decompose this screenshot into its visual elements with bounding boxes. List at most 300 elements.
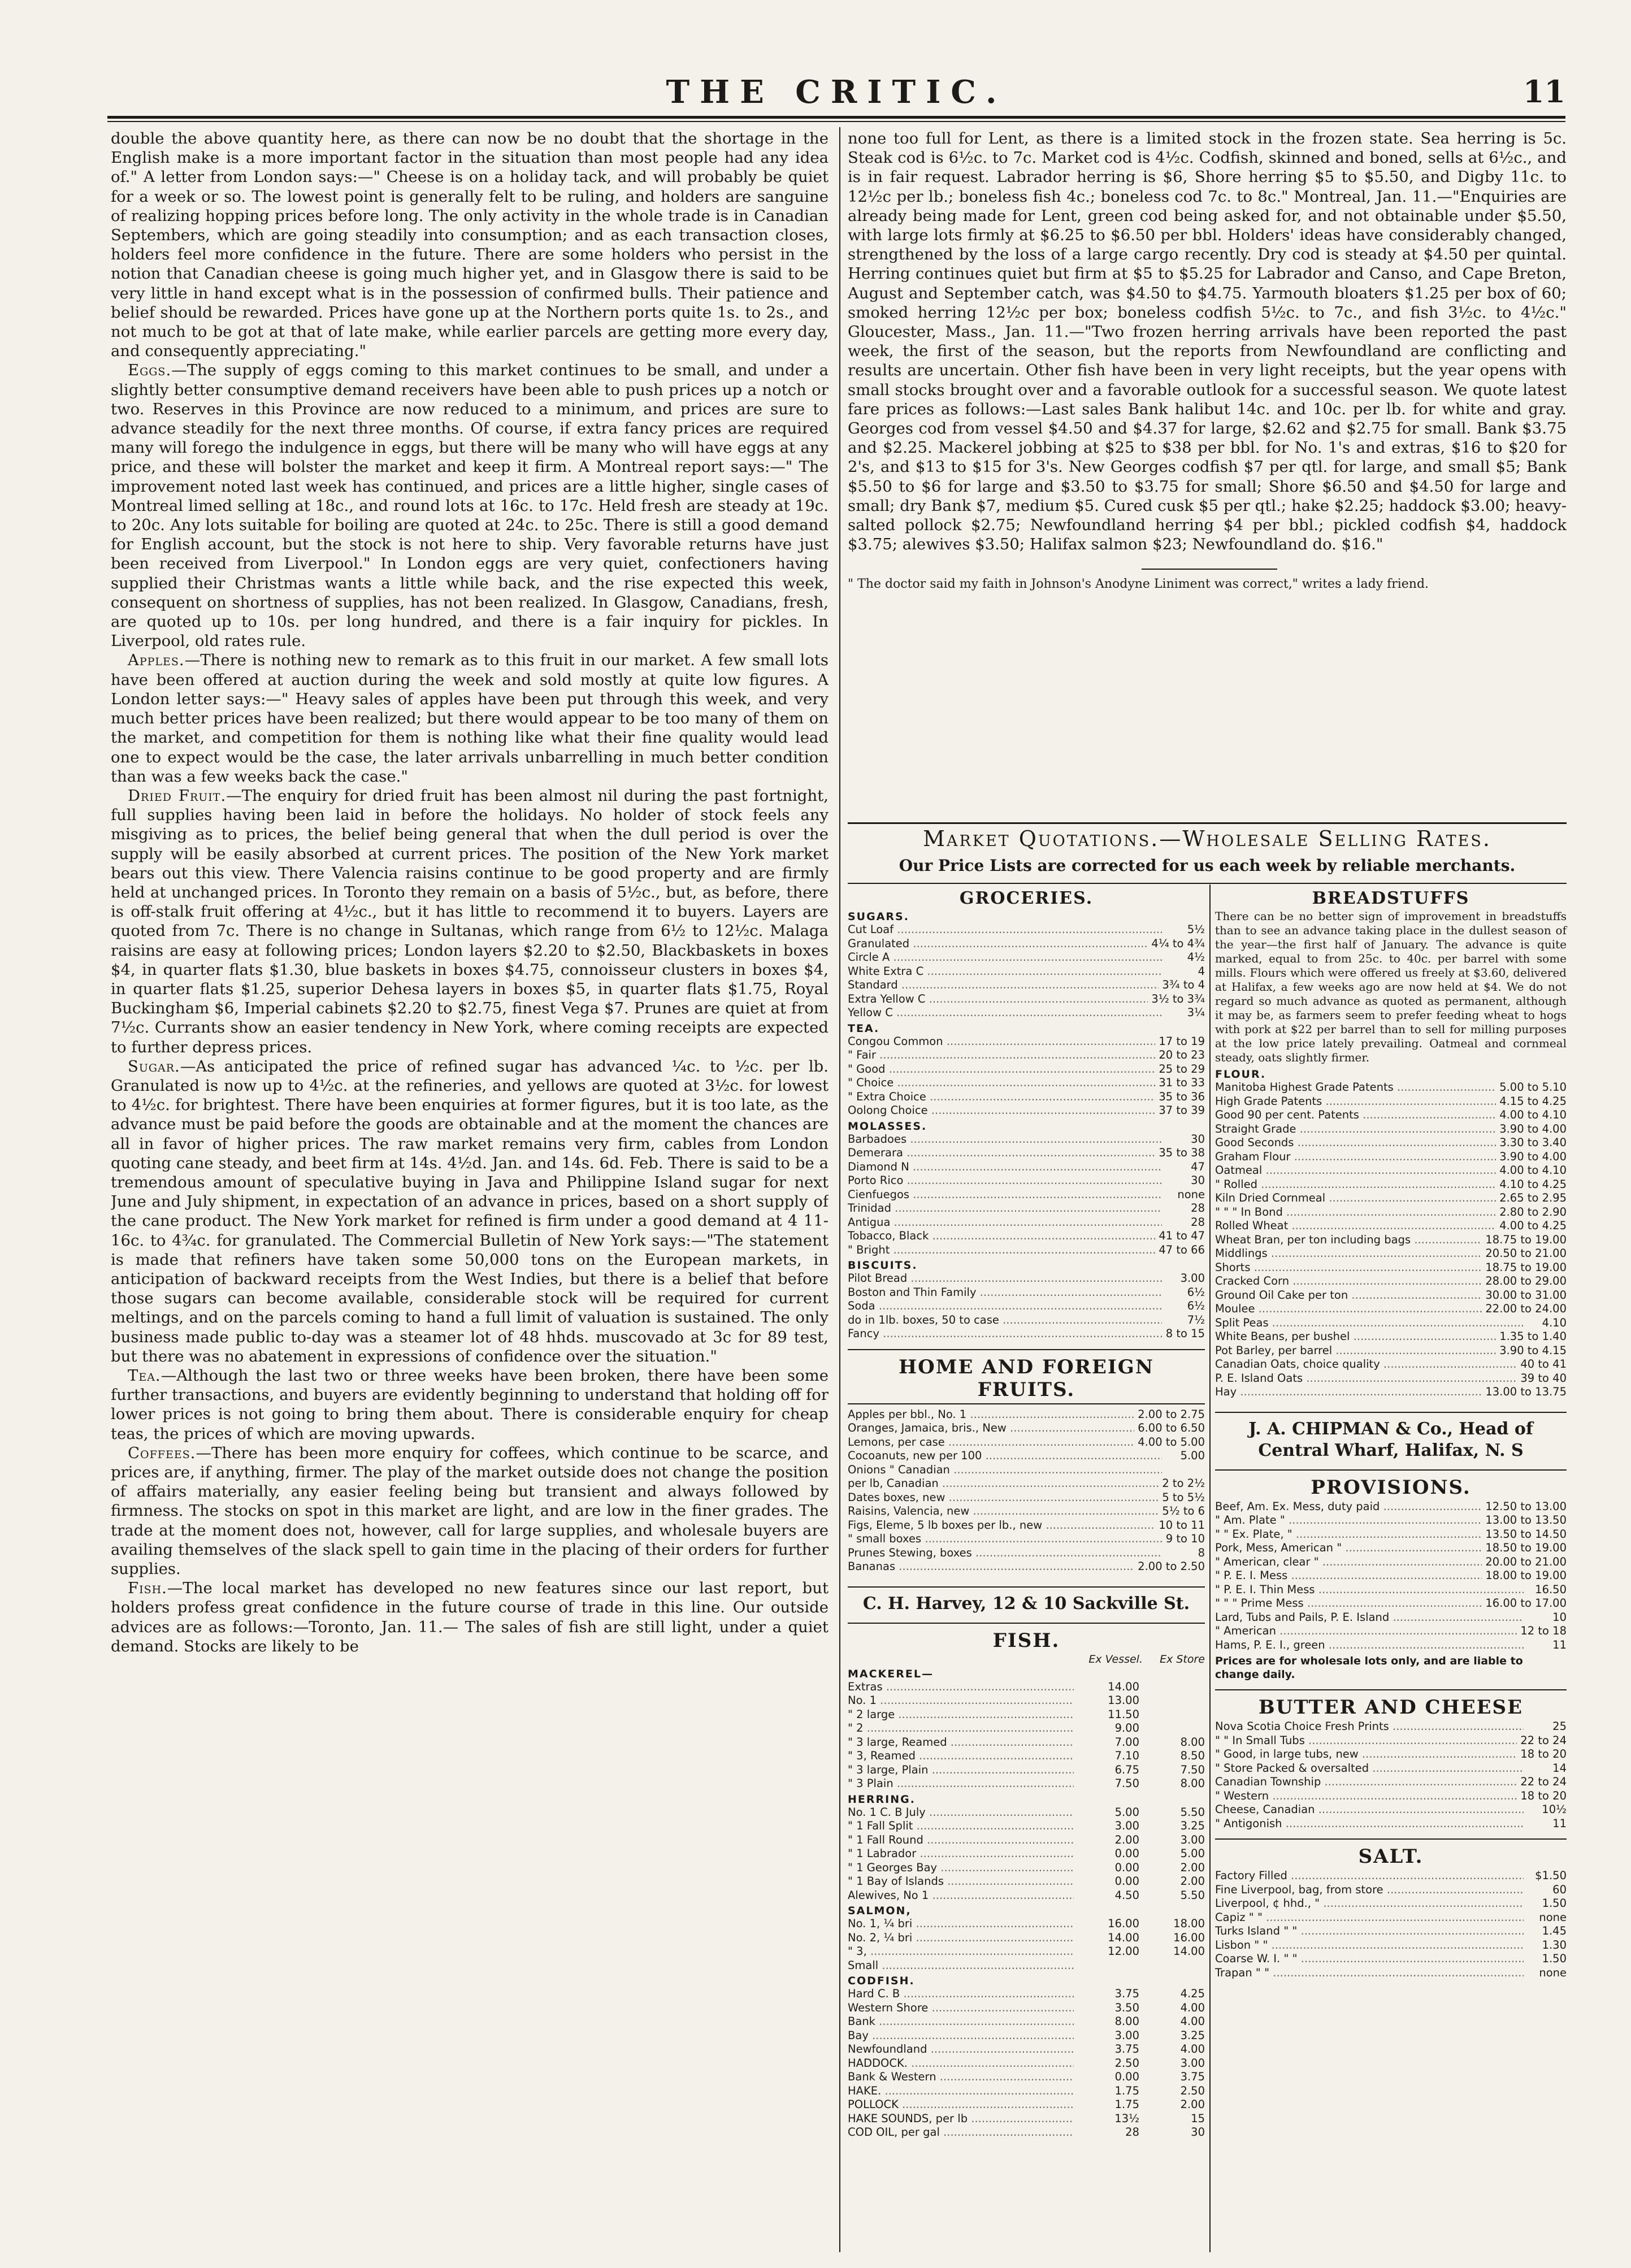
item-price: $1.50 xyxy=(1535,1869,1567,1882)
price-row xyxy=(848,992,1205,1007)
item-name: Nova Scotia Choice Fresh Prints ..... xyxy=(1215,1720,1524,1734)
item-price: 35 to 38 xyxy=(1159,1146,1205,1159)
item-name: Yellow C ..... xyxy=(848,1006,1162,1020)
ex-vessel-price: 9.00 xyxy=(1114,1721,1139,1734)
price-row xyxy=(1215,1164,1567,1178)
item-name: " Store Packed & oversalted ..... xyxy=(1215,1762,1524,1776)
item-name: Lard, Tubs and Pails, P. E. Island ..... xyxy=(1215,1611,1524,1625)
ex-store-price: 3.00 xyxy=(1180,2056,1205,2070)
item-price: 3.90 to 4.00 xyxy=(1499,1150,1567,1163)
ex-vessel-price: 3.00 xyxy=(1114,1819,1139,1832)
price-row xyxy=(848,978,1205,992)
item-price: 11 xyxy=(1552,1816,1567,1830)
price-row xyxy=(1215,1555,1567,1569)
item-price: 2.00 to 2.50 xyxy=(1138,1560,1205,1573)
item-price: 18 to 20 xyxy=(1520,1789,1567,1802)
salmon-label: SALMON, xyxy=(848,1905,912,1917)
price-row xyxy=(1215,1150,1567,1164)
price-row xyxy=(1215,1541,1567,1555)
ex-vessel-price: 3.75 xyxy=(1114,2042,1139,2055)
item-name: Pilot Bread ..... xyxy=(848,1272,1162,1286)
herring-label: HERRING. xyxy=(848,1793,916,1806)
salt-list xyxy=(1215,1869,1567,1980)
price-row xyxy=(848,937,1205,951)
tea-label: TEA. xyxy=(848,1022,880,1035)
ex-store-price: 4.25 xyxy=(1180,1987,1205,2000)
ex-store-price: 4.00 xyxy=(1180,2015,1205,2028)
liniment-note: " The doctor said my faith in Johnson's Anodyne Liniment was correct," writes a lady friend. xyxy=(848,569,1567,592)
price-row xyxy=(1215,1897,1567,1911)
item-price: 1.50 xyxy=(1542,1952,1567,1965)
price-row xyxy=(1215,1569,1567,1583)
item-name: Good Seconds ..... xyxy=(1215,1136,1496,1150)
ex-vessel-price: 7.10 xyxy=(1114,1749,1139,1762)
quotations-left-column xyxy=(848,886,1205,2140)
item-name: Extras ..... xyxy=(848,1680,1074,1694)
item-name: " 2 ..... xyxy=(848,1721,1074,1736)
price-row xyxy=(1215,1924,1567,1939)
item-price: 2 to 2½ xyxy=(1162,1477,1205,1490)
molasses-list xyxy=(848,1133,1205,1230)
item-name: Turks Island " " ..... xyxy=(1215,1924,1524,1939)
item-price: 39 to 40 xyxy=(1520,1371,1567,1385)
item-price: 2.80 to 2.90 xyxy=(1499,1205,1567,1218)
item-name: Rolled Wheat ..... xyxy=(1215,1219,1496,1233)
codfish-list xyxy=(848,1987,1205,2057)
fish-price-row xyxy=(848,1917,1205,1931)
fish-price-row xyxy=(848,1959,1205,1973)
price-row xyxy=(848,1408,1205,1422)
item-price: 47 xyxy=(1191,1160,1205,1173)
ex-vessel-price: 14.00 xyxy=(1108,1680,1139,1693)
item-price: 18.75 to 19.00 xyxy=(1485,1233,1567,1246)
item-price: 11 xyxy=(1552,1638,1567,1651)
ex-vessel-price: 4.50 xyxy=(1114,1888,1139,1902)
price-row xyxy=(1215,1330,1567,1344)
fish-price-row xyxy=(848,1806,1205,1820)
price-row xyxy=(1215,1817,1567,1831)
salt-title: SALT. xyxy=(1215,1838,1567,1868)
item-name: Middlings ..... xyxy=(1215,1247,1482,1261)
item-name: Demerara ..... xyxy=(848,1146,1155,1160)
ex-store-price: 5.00 xyxy=(1180,1847,1205,1860)
ex-vessel-price: 3.75 xyxy=(1114,1987,1139,2000)
price-row xyxy=(848,1286,1205,1300)
item-name: Lisbon " " ..... xyxy=(1215,1939,1524,1953)
item-name: Bank & Western ..... xyxy=(848,2070,1074,2084)
item-price: 37 to 39 xyxy=(1159,1104,1205,1117)
article-paragraph xyxy=(111,129,828,361)
item-price: 3.90 to 4.15 xyxy=(1499,1343,1567,1357)
item-name: Graham Flour ..... xyxy=(1215,1150,1496,1164)
item-name: Extra Yellow C ..... xyxy=(848,992,1148,1007)
item-price: 3½ to 3¾ xyxy=(1151,992,1205,1005)
price-row xyxy=(848,1299,1205,1313)
provisions-list xyxy=(1215,1500,1567,1653)
codfish-label: CODFISH. xyxy=(848,1975,915,1987)
price-row xyxy=(848,1063,1205,1077)
item-name: White Extra C ..... xyxy=(848,965,1162,979)
item-name: " small boxes ..... xyxy=(848,1532,1162,1546)
price-row xyxy=(848,1035,1205,1049)
item-price: 2.65 to 2.95 xyxy=(1499,1191,1567,1204)
fish-column-headers xyxy=(848,1653,1205,1666)
item-price: 10½ xyxy=(1542,1803,1567,1816)
ex-store-price: 4.00 xyxy=(1180,2042,1205,2055)
sugars-label: SUGARS. xyxy=(848,910,909,923)
item-name: Standard ..... xyxy=(848,978,1159,992)
item-name: Canadian Oats, choice quality ..... xyxy=(1215,1358,1517,1372)
ex-vessel-header: Ex Vessel. xyxy=(1088,1653,1143,1666)
paragraph-lead: Eggs. xyxy=(128,361,172,380)
provisions-note: Prices are for wholesale lots only, and are liable to change daily. xyxy=(1215,1655,1523,1681)
price-row xyxy=(1215,1638,1567,1653)
price-row xyxy=(1215,1514,1567,1528)
item-price: 18.75 to 19.00 xyxy=(1485,1260,1567,1274)
item-name: " 1 Labrador ..... xyxy=(848,1847,1074,1861)
biscuits-label: BISCUITS. xyxy=(848,1259,918,1272)
item-price: none xyxy=(1539,1966,1567,1979)
item-price: 5.00 to 5.10 xyxy=(1499,1081,1567,1094)
item-name: Hams, P. E. I., green ..... xyxy=(1215,1638,1524,1653)
ex-store-price: 2.00 xyxy=(1180,1875,1205,1888)
item-name: Diamond N ..... xyxy=(848,1160,1162,1174)
price-row xyxy=(1215,1344,1567,1358)
item-price: 4.00 to 4.25 xyxy=(1499,1219,1567,1232)
item-price: 10 to 11 xyxy=(1159,1518,1205,1532)
item-price: 28.00 to 29.00 xyxy=(1485,1274,1567,1287)
item-name: " " " Prime Mess ..... xyxy=(1215,1597,1482,1611)
item-name: Porto Rico ..... xyxy=(848,1174,1162,1188)
price-row xyxy=(848,1160,1205,1174)
article-paragraph xyxy=(111,361,828,651)
paragraph-lead: Apples. xyxy=(128,651,185,670)
fish-price-row xyxy=(848,2126,1205,2140)
paragraph-text: —The enquiry for dried fruit has been almost nil during the past fortnight, full supplies having been laid in before the holidays. No holder of stock feels any misgiving as to prices, the belief being general that when the dull period is over the supply will be easily absorbed at current prices. The position of the New York market bears out this view. There Valencia raisins continue to be good property and are firmly held at unchanged prices. In Toronto they remain on a basis of 5½c., but, as before, there is off-stalk fruit offering at 4½c., but it has little to recommend it to buyers. Layers are quoted from 7c. There is no change in Sultanas, which range from 6½ to 12½c. Malaga raisins are easy at following prices; London layers $2.20 to $2.50, Blackbaskets in boxes $4, in quarter flats $1.30, blue baskets in boxes $4.75, connoisseur clusters in boxes $4, in quarter flats $1.25, superior Dehesa layers in boxes $5, in quarter flats $1.75, Royal Buckingham $6, Imperial cabinets $2.20 to $2.75, finest Vega $7. Prunes are quiet at from 7½c. Currants show an easier tendency in New York, where coming receipts are expected to further depress prices. xyxy=(111,786,828,1056)
biscuits-list xyxy=(848,1272,1205,1341)
price-row xyxy=(1215,1261,1567,1275)
breadstuffs-note: There can be no better sign of improvement in breadstuffs than to see an advance taking place in the dullest season of the year—the first half of January. The advance is quite marked, equal to from 25c. to 40c. per barrel with some mills. Flours which were offered us freely at $3.60, delivered at Halifax, a few weeks ago are now held at $4. We do not regard so much advance as quoted as permanent, although it may be, as farmers seem to prefer feeding wheat to hogs with pork at $22 per barrel than to sell for milling purposes at the low price lately prevailing. Oatmeal and cornmeal steady, oats slightly firmer. xyxy=(1215,909,1567,1064)
item-price: 22 to 24 xyxy=(1520,1733,1567,1747)
left-column-article xyxy=(111,129,828,2254)
ex-vessel-price: 14.00 xyxy=(1108,1931,1139,1944)
item-name: " Good, in large tubs, new ..... xyxy=(1215,1747,1517,1762)
fish-price-row xyxy=(848,1945,1205,1959)
item-name: P. E. Island Oats ..... xyxy=(1215,1372,1517,1386)
item-price: 6½ xyxy=(1187,1299,1205,1312)
item-name: " 3 Plain ..... xyxy=(848,1777,1074,1791)
fish-price-row xyxy=(848,1749,1205,1763)
item-price: 10 xyxy=(1552,1610,1567,1624)
item-name: " 3 large, Reamed ..... xyxy=(848,1736,1074,1750)
item-name: Pot Barley, per barrel ..... xyxy=(1215,1344,1496,1358)
fish-price-row xyxy=(848,1833,1205,1848)
price-row xyxy=(1215,1233,1567,1247)
item-price: 5.00 xyxy=(1180,1449,1205,1462)
price-row xyxy=(848,1229,1205,1243)
price-row xyxy=(1215,1247,1567,1261)
price-row xyxy=(1215,1952,1567,1966)
item-price: 22.00 to 24.00 xyxy=(1485,1302,1567,1315)
fish-price-row xyxy=(848,1987,1205,2001)
item-price: 12.50 to 13.00 xyxy=(1485,1499,1567,1513)
item-price xyxy=(1162,1463,1205,1477)
fish-price-row xyxy=(848,1931,1205,1945)
price-row xyxy=(1215,1274,1567,1289)
price-row xyxy=(1215,1911,1567,1925)
paragraph-lead: Dried Fruit. xyxy=(128,786,227,805)
item-name: Dates boxes, new ..... xyxy=(848,1491,1159,1505)
item-name: Boston and Thin Family ..... xyxy=(848,1286,1162,1300)
ex-vessel-price: 2.00 xyxy=(1114,1833,1139,1846)
ex-store-price: 8.50 xyxy=(1180,1749,1205,1762)
provisions-title: PROVISIONS. xyxy=(1215,1469,1567,1499)
molasses-label: MOLASSES. xyxy=(848,1120,927,1133)
ex-store-header: Ex Store xyxy=(1160,1653,1205,1666)
fish-price-row xyxy=(848,2084,1205,2098)
item-name: No. 1, ¼ bri ..... xyxy=(848,1917,1074,1931)
paragraph-text: —As anticipated the price of refined sugar has advanced ¼c. to ½c. per lb. Granulated is now up to 4½c. at the refineries, and yellows are quoted at 3½c. for lowest to 4½c. for brightest. There have been enquiries at former figures, but it is too late, as the advance must be paid before the goods are obtainable and at the moment the chances are all in favor of higher prices. The raw market remains very firm, cables from London quoting cane steady, and beet firm at 14s. 4½d. Jan. and 14s. 6d. Feb. There is said to be a tremendous amount of speculative buying in Java and Philippine Island sugar for next June and July shipment, in expectation of an advance in prices, based on a short supply of the cane product. The New York market for refined is firm under a good demand at 4 11-16c. to 4¾c. for granulated. The Commercial Bulletin of New York says:—"The statement is made that refiners have taken some 50,000 tons on the European markets, in anticipation of backward receipts from the West Indies, but there is a belief that before those sugars can become available, considerable stock will be required for current meltings, and on the parcels coming to hand a full limit of valuation is sustained. The only business made public to-day was a steamer lot of 48 hhds. muscovado at 3c for 89 test, but there was no abatement in expressions of confidence over the situation." xyxy=(111,1057,828,1365)
item-price: 4.10 xyxy=(1542,1316,1567,1329)
item-name: Tobacco, Black ..... xyxy=(848,1229,1155,1243)
fish-price-row xyxy=(848,1875,1205,1889)
fish-price-row xyxy=(848,1708,1205,1722)
item-price: none xyxy=(1177,1187,1205,1201)
item-name: White Beans, per bushel ..... xyxy=(1215,1330,1496,1344)
item-price: 1.30 xyxy=(1542,1938,1567,1952)
price-row xyxy=(848,1327,1205,1341)
market-rule-bottom xyxy=(848,883,1567,884)
item-name: Factory Filled ..... xyxy=(1215,1869,1524,1883)
item-name: Ground Oil Cake per ton ..... xyxy=(1215,1289,1482,1303)
ex-vessel-price: 0.00 xyxy=(1114,1861,1139,1874)
item-price: 9 to 10 xyxy=(1165,1532,1205,1545)
item-price: 41 to 47 xyxy=(1159,1229,1205,1242)
ex-store-price: 30 xyxy=(1191,2126,1205,2139)
item-price: 6.00 to 6.50 xyxy=(1138,1421,1205,1434)
item-price: 30.00 to 31.00 xyxy=(1485,1288,1567,1302)
item-name: Western Shore ..... xyxy=(848,2001,1074,2015)
item-name: Straight Grade ..... xyxy=(1215,1122,1496,1137)
fish-price-row xyxy=(848,2029,1205,2043)
item-name: Fancy ..... xyxy=(848,1327,1162,1341)
ex-store-price: 4.00 xyxy=(1180,2001,1205,2014)
item-price: 3.30 to 3.40 xyxy=(1499,1136,1567,1149)
price-row xyxy=(1215,1734,1567,1748)
masthead xyxy=(107,73,1565,113)
ex-vessel-price: 7.50 xyxy=(1114,1777,1139,1790)
item-price: 47 to 66 xyxy=(1159,1243,1205,1256)
item-price: 20.00 to 21.00 xyxy=(1485,1555,1567,1568)
price-row xyxy=(1215,1081,1567,1095)
item-name: Bank ..... xyxy=(848,2015,1074,2029)
item-price: 3¼ xyxy=(1187,1006,1205,1019)
item-name: POLLOCK ..... xyxy=(848,2098,1074,2112)
article-paragraph xyxy=(111,1579,828,1656)
ex-store-price: 2.50 xyxy=(1180,2084,1205,2097)
price-row xyxy=(1215,1500,1567,1514)
price-row xyxy=(848,1313,1205,1328)
item-price: 16.00 to 17.00 xyxy=(1485,1597,1567,1610)
item-price: 28 xyxy=(1191,1202,1205,1215)
item-name: Hard C. B ..... xyxy=(848,1987,1074,2001)
ex-store-price: 18.00 xyxy=(1173,1917,1205,1930)
price-row xyxy=(1215,1289,1567,1303)
item-name: " 3 large, Plain ..... xyxy=(848,1763,1074,1777)
item-name: Bay ..... xyxy=(848,2029,1074,2043)
item-name: Canadian Township ..... xyxy=(1215,1775,1517,1789)
price-row xyxy=(848,1048,1205,1063)
item-price: 18.00 to 19.00 xyxy=(1485,1569,1567,1582)
tea-list xyxy=(848,1035,1205,1118)
price-row xyxy=(848,1104,1205,1118)
fish-price-row xyxy=(848,2057,1205,2071)
fish-price-row xyxy=(848,2112,1205,2126)
item-name: " American ..... xyxy=(1215,1624,1517,1638)
paragraph-lead: Sugar. xyxy=(128,1057,180,1076)
item-price: 2.00 to 2.75 xyxy=(1138,1407,1205,1421)
item-price: 4.00 to 4.10 xyxy=(1499,1108,1567,1121)
fruits-title: HOME AND FOREIGN FRUITS. xyxy=(848,1349,1205,1401)
market-quotations-subtitle: Our Price Lists are corrected for us each week by reliable merchants. xyxy=(899,856,1516,875)
paragraph-lead: Tea. xyxy=(128,1367,161,1385)
item-price: 30 xyxy=(1191,1174,1205,1187)
price-row xyxy=(1215,1302,1567,1316)
item-name: Cocoanuts, new per 100 ..... xyxy=(848,1449,1162,1463)
item-price: 25 xyxy=(1552,1720,1567,1733)
item-name: " Bright ..... xyxy=(848,1243,1155,1257)
market-rule-top xyxy=(848,822,1567,824)
mackerel-list xyxy=(848,1680,1205,1791)
ex-store-price: 2.00 xyxy=(1180,2098,1205,2111)
item-name: " " In Small Tubs ..... xyxy=(1215,1734,1517,1748)
item-name: Coarse W. I. " " ..... xyxy=(1215,1952,1524,1966)
item-name: " 3, Reamed ..... xyxy=(848,1749,1074,1763)
fish-price-row xyxy=(848,2042,1205,2057)
item-price: 13.50 to 14.50 xyxy=(1485,1527,1567,1541)
item-name: Capiz " " ..... xyxy=(1215,1911,1524,1925)
fish-title: FISH. xyxy=(848,1623,1205,1652)
paragraph-text: —Although the last two or three weeks have been broken, there have been some further transactions, and buyers are evidently beginning to understand that holding off for lower prices is not going to bring them about. There is considerable enquiry for cheap teas, the prices of which are moving upwards. xyxy=(111,1367,828,1443)
price-row xyxy=(1215,1372,1567,1386)
item-name: Onions " Canadian ..... xyxy=(848,1463,1162,1477)
article-paragraph xyxy=(111,786,828,1057)
item-name: Cut Loaf ..... xyxy=(848,923,1162,937)
item-name: " Am. Plate " ..... xyxy=(1215,1514,1482,1528)
paragraph-text: double the above quantity here, as there can now be no doubt that the shortage in the English make is a more important factor in the situation than most people had any idea of." A letter from London says:—" Cheese is on a holiday tack, and will probably be quiet for a week or so. The lowest point is generally felt to be ruling, and holders are sanguine of realizing hopping prices before long. The only activity in the whole trade is in Canadian Septembers, which are going steadily into consumption; and as each transaction closes, holders feel more confidence in the future. There are some holders who persist in the notion that Canadian cheese is going much higher yet, and in Glasgow there is said to be very little in hand except what is in the possession of confirmed bulls. Their patience and belief should be rewarded. Prices have gone up at the Northern ports quite 1s. to 2s., and not much to be got at that of late make, while earlier parcels are getting more every day, and consequently appreciating." xyxy=(111,129,828,361)
price-row xyxy=(1215,1583,1567,1597)
item-name: Barbadoes ..... xyxy=(848,1133,1162,1147)
page-number: 11 xyxy=(1522,73,1565,110)
ex-store-price: 5.50 xyxy=(1180,1805,1205,1819)
item-name: do in 1lb. boxes, 50 to case ..... xyxy=(848,1313,1162,1328)
item-name: " 1 Fall Split ..... xyxy=(848,1819,1074,1833)
item-price: 20.50 to 21.00 xyxy=(1485,1247,1567,1260)
price-row xyxy=(848,1449,1205,1463)
item-price: 5½ xyxy=(1187,923,1205,936)
item-name: Manitoba Highest Grade Patents ..... xyxy=(1215,1081,1496,1095)
item-name: " American, clear " ..... xyxy=(1215,1555,1482,1569)
item-price: 30 xyxy=(1191,1132,1205,1146)
item-name: Oranges, Jamaica, bris., New ..... xyxy=(848,1421,1134,1436)
item-price: 3.90 to 4.00 xyxy=(1499,1122,1567,1135)
item-price: 17 to 19 xyxy=(1159,1034,1205,1048)
item-price: 4½ xyxy=(1187,951,1205,964)
ex-store-price: 15 xyxy=(1191,2111,1205,2125)
price-row xyxy=(848,1421,1205,1436)
price-row xyxy=(1215,1385,1567,1399)
price-row xyxy=(1215,1122,1567,1137)
item-price: 8 xyxy=(1198,1546,1205,1559)
item-price: 4.15 to 4.25 xyxy=(1499,1094,1567,1108)
item-name: No. 2, ¼ bri ..... xyxy=(848,1931,1074,1945)
price-row xyxy=(1215,1136,1567,1150)
butter-cheese-list xyxy=(1215,1720,1567,1831)
header-rule xyxy=(107,116,1565,119)
ex-store-price: 3.25 xyxy=(1180,1819,1205,1832)
item-name: Kiln Dried Cornmeal ..... xyxy=(1215,1191,1496,1205)
price-row xyxy=(1215,1095,1567,1109)
item-price: 12 to 18 xyxy=(1520,1624,1567,1637)
item-name: per lb, Canadian ..... xyxy=(848,1477,1159,1491)
item-name: Moulee ..... xyxy=(1215,1302,1482,1316)
item-name: Bananas ..... xyxy=(848,1560,1134,1574)
ex-store-price xyxy=(1139,1694,1205,1708)
price-row xyxy=(848,1133,1205,1147)
ex-store-price xyxy=(1139,1721,1205,1736)
item-price: 4 xyxy=(1198,964,1205,978)
item-name: " Rolled ..... xyxy=(1215,1178,1496,1192)
item-price: 25 to 29 xyxy=(1159,1062,1205,1076)
item-name: " 1 Georges Bay ..... xyxy=(848,1861,1074,1875)
item-name: Small ..... xyxy=(848,1959,1074,1973)
item-name: Pork, Mess, American " ..... xyxy=(1215,1541,1482,1555)
item-name: " Antigonish ..... xyxy=(1215,1817,1524,1831)
item-price: 1.50 xyxy=(1542,1897,1567,1910)
item-name: " 2 large ..... xyxy=(848,1708,1074,1722)
item-price: 18 to 20 xyxy=(1520,1747,1567,1760)
price-row xyxy=(848,1546,1205,1560)
mackerel-label: MACKEREL— xyxy=(848,1667,934,1680)
ex-vessel-price: 6.75 xyxy=(1114,1763,1139,1776)
ex-vessel-price xyxy=(1074,1959,1139,1973)
price-row xyxy=(1215,1597,1567,1611)
ex-vessel-price: 16.00 xyxy=(1108,1917,1139,1930)
fish-price-row xyxy=(848,2070,1205,2084)
fish-report-continued: none too full for Lent, as there is a limited stock in the frozen state. Sea herring is 5c. Steak cod is 6½c. to 7c. Market cod is 4½c. Codfish, skinned and boned, sells at 6½c., and is in fair request. Labrador herring is $6, Shore herring $5 to $5.50, and Digby 11c. to 12½c per lb.; boneless fish 4c.; boneless cod 7c. to 8c." Montreal, Jan. 11.—"Enquiries are already being made for Lent, green cod being asked for, and not obtainable under $5.50, with large lots firmly at $6.25 to $6.50 per bbl. Holders' ideas have considerably changed, strengthened by the loss of a large cargo recently. Dry cod is steady at $4.50 per quintal. Herring continues quiet but firm at $5 to $5.25 for Labrador and Canso, and Cape Breton, August and September catch, was $4.50 to $4.75. Yarmouth bloaters $1.25 per box of 60; smoked herring 12½c per box; boneless codfish 5½c. to 7c., and fish 3½c. to 4½c." Gloucester, Mass., Jan. 11.—"Two frozen herring arrivals have been reported the past week, the first of the season, but the reports from Newfoundland are conflicting and results are uncertain. Other fish have been in very light receipts, but the year opens with small stocks brought over and a favorable outlook for a successful season. We quote latest fare prices as follows:—Last sales Bank halibut 14c. and 10c. per lb. for white and gray. Georges cod from vessel $4.50 and $4.37 for large, $2.62 and $2.75 for small. Bank $3.75 and $2.25. Mackerel jobbing at $25 to $38 per bbl. for No. 1's and extras, $16 to $20 for 2's, and $13 to $15 for 3's. New Georges codfish $7 per qtl. for large, and small $5; Bank $5.50 to $6 for large and $3.50 to $3.75 for small; Shore $6.50 and $4.50 for large and small; dry Bank $7, medium $5. Cured cusk $5 per qtl.; hake $2.25; haddock $3.00; heavy-salted pollock $2.75; Newfoundland herring $4 per bbl.; pickled codfish $4, haddock $3.75; alewives $3.50; Halifax salmon $23; Newfoundland do. $16." xyxy=(848,129,1567,554)
item-price: 8 to 15 xyxy=(1165,1327,1205,1340)
fish-price-row xyxy=(848,1889,1205,1903)
page-title: THE CRITIC. xyxy=(666,73,1007,111)
fruits-list xyxy=(848,1408,1205,1574)
item-name: " P. E. I. Mess ..... xyxy=(1215,1569,1482,1583)
item-price: 5 to 5½ xyxy=(1162,1490,1205,1504)
item-name: Trinidad ..... xyxy=(848,1202,1162,1216)
item-name: Beef, Am. Ex. Mess, duty paid ..... xyxy=(1215,1500,1482,1514)
item-name: Split Peas ..... xyxy=(1215,1316,1524,1330)
ex-store-price: 3.25 xyxy=(1180,2028,1205,2042)
price-row xyxy=(1215,1178,1567,1192)
article-paragraph xyxy=(111,1057,828,1366)
item-name: " Fair ..... xyxy=(848,1048,1155,1063)
ex-store-price: 3.00 xyxy=(1180,1833,1205,1846)
price-row xyxy=(848,1272,1205,1286)
ex-store-price: 14.00 xyxy=(1173,1945,1205,1958)
ex-store-price xyxy=(1139,1959,1205,1973)
price-row xyxy=(1215,1108,1567,1122)
breadstuffs-list xyxy=(1215,1081,1567,1399)
ex-vessel-price: 5.00 xyxy=(1114,1805,1139,1819)
